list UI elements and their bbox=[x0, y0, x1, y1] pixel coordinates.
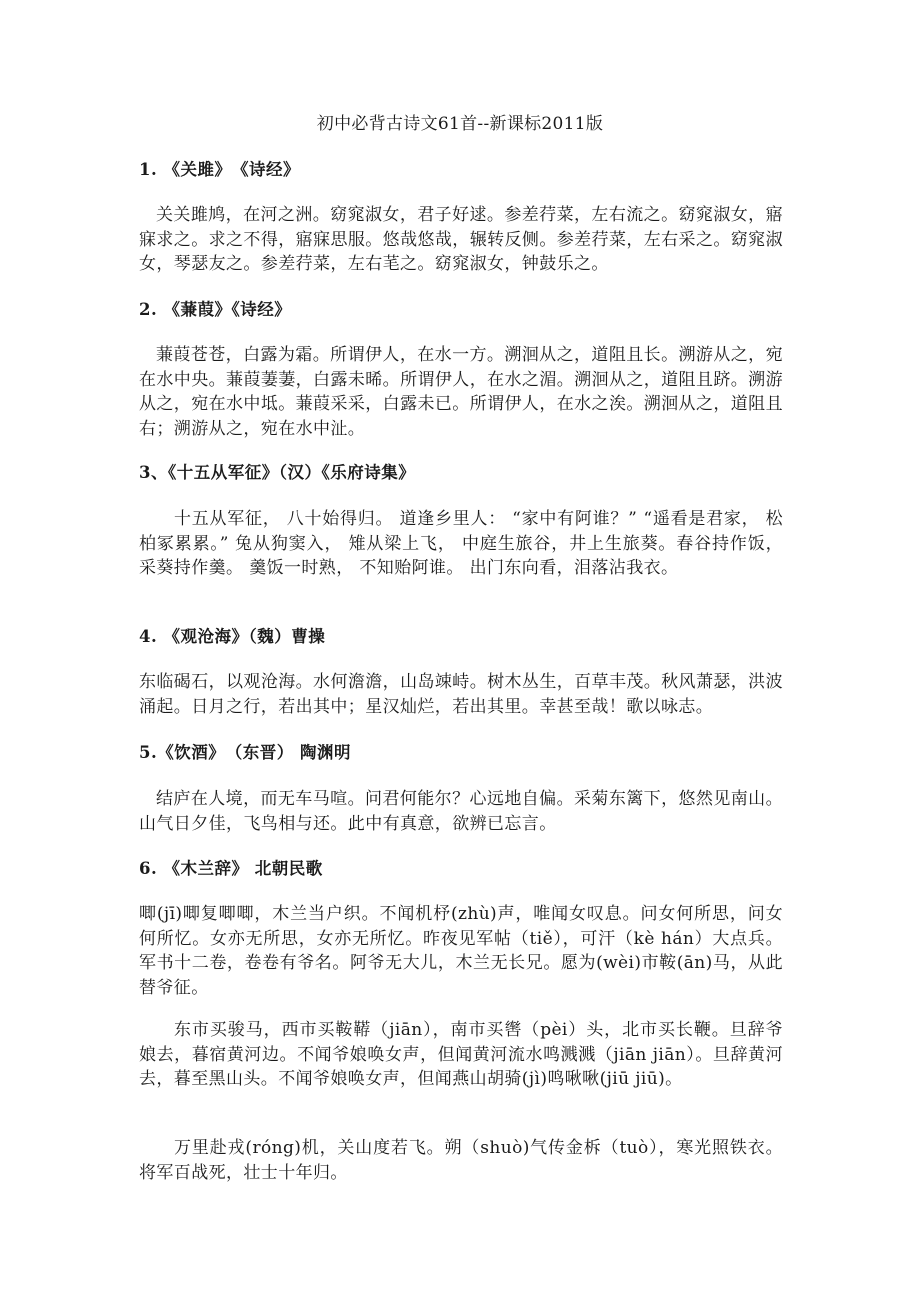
poem-paragraph: 东市买骏马，西市买鞍鞯（jiān），南市买辔（pèi）头，北市买长鞭。旦辞爷娘去，暮宿黄河边。不闻爷娘唤女声，但闻黄河流水鸣溅溅（jiān jiān）。旦辞黄河去，暮至黑山头。不闻爷娘唤女声，但闻燕山胡骑(jì)鸣啾啾(jiū jiū)。 bbox=[139, 1020, 783, 1090]
section-2-heading bbox=[139, 298, 783, 322]
poem-paragraph: 万里赴戎(róng)机，关山度若飞。朔（shuò)气传金柝（tuò），寒光照铁衣。将军百战死，壮士十年归。 bbox=[139, 1138, 783, 1183]
section-3-heading bbox=[139, 461, 783, 485]
poem-paragraph: 十五从军征， 八十始得归。 道逢乡里人： “家中有阿谁？” “遥看是君家， 松柏冢累累。” 兔从狗窦入， 雉从梁上飞， 中庭生旅谷，井上生旅葵。春谷持作饭， 采葵持作羹。 羹饭一时熟， 不知贻阿谁。 出门东向看，泪落沾我衣。 bbox=[139, 509, 783, 579]
poem-paragraph: 蒹葭苍苍，白露为霜。所谓伊人，在水一方。溯洄从之，道阻且长。溯游从之，宛在水中央。蒹葭萋萋，白露未晞。所谓伊人，在水之湄。溯洄从之，道阻且跻。溯游从之，宛在水中坻。蒹葭采采，白露未已。所谓伊人，在水之涘。溯洄从之，道阻且右；溯游从之，宛在水中沚。 bbox=[139, 345, 783, 439]
poem-paragraph: 结庐在人境，而无车马喧。问君何能尔？心远地自偏。采菊东篱下，悠然见南山。山气日夕佳，飞鸟相与还。此中有真意，欲辨已忘言。 bbox=[139, 789, 783, 834]
section-6-body-1 bbox=[139, 902, 783, 1000]
section-1-heading bbox=[139, 158, 783, 182]
poem-paragraph: 东临碣石，以观沧海。水何澹澹，山岛竦峙。树木丛生，百草丰茂。秋风萧瑟，洪波涌起。日月之行，若出其中；星汉灿烂，若出其里。幸甚至哉！歌以咏志。 bbox=[139, 672, 783, 717]
document-title: 初中必背古诗文61首--新课标2011版 bbox=[316, 114, 604, 134]
section-heading: 2. 《蒹葭》《诗经》 bbox=[139, 300, 292, 319]
section-6-heading bbox=[139, 857, 783, 881]
section-heading: 4. 《观沧海》（魏）曹操 bbox=[139, 627, 326, 646]
section-4-body bbox=[139, 670, 783, 719]
section-heading: 1. 《关雎》 《诗经》 bbox=[139, 160, 300, 179]
section-1-body bbox=[139, 203, 783, 277]
section-6-body-2 bbox=[139, 1018, 783, 1092]
section-3-body bbox=[139, 507, 783, 581]
section-heading: 3、《十五从军征》（汉）《乐府诗集》 bbox=[139, 463, 416, 482]
section-4-heading bbox=[139, 625, 783, 649]
poem-paragraph: 关关雎鸠，在河之洲。窈窕淑女，君子好逑。参差荇菜，左右流之。窈窕淑女，寤寐求之。求之不得，寤寐思服。悠哉悠哉，辗转反侧。参差荇菜，左右采之。窈窕淑女，琴瑟友之。参差荇菜，左右芼之。窈窕淑女，钟鼓乐之。 bbox=[139, 205, 783, 275]
section-5-body bbox=[139, 787, 783, 836]
section-2-body bbox=[139, 343, 783, 441]
poem-paragraph: 唧(jī)唧复唧唧，木兰当户织。不闻机杼(zhù)声，唯闻女叹息。问女何所思，问女何所忆。女亦无所思，女亦无所忆。昨夜见军帖（tiě），可汗（kè hán）大点兵。军书十二卷，卷卷有爷名。阿爷无大儿，木兰无长兄。愿为(wèi)市鞍(ān)马，从此替爷征。 bbox=[139, 904, 783, 998]
section-heading: 6. 《木兰辞》 北朝民歌 bbox=[139, 859, 323, 878]
section-6-body-3 bbox=[139, 1136, 783, 1185]
section-5-heading bbox=[139, 741, 783, 765]
section-heading: 5.《饮酒》 （东晋） 陶渊明 bbox=[139, 743, 351, 762]
